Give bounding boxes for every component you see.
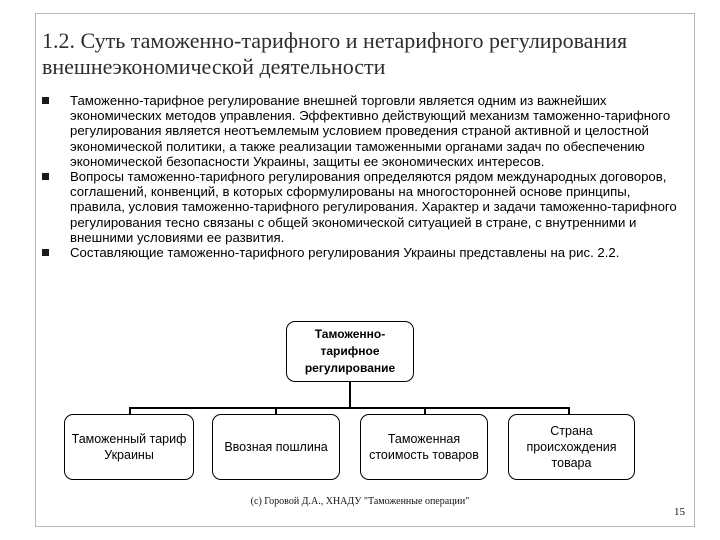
diagram-child-box: Таможенная стоимость товаров (360, 414, 488, 480)
bullet-text: Таможенно-тарифное регулирование внешней торговли является одним из важнейших экономических методов управления. Эффективно действующий механизм таможенно-тарифного регулирования является неотъемлемым условием проведения страной активной и целостной экономической политики, а также реализации таможенными органами задач по обеспечению экономической безопасности Украины, защиты ее экономических интересов. (70, 93, 671, 169)
page-number: 15 (674, 506, 685, 518)
footer-citation: (с) Горовой Д.А., ХНАДУ "Таможенные операции" (250, 496, 470, 507)
bullet-text: Составляющие таможенно-тарифного регулирования Украины представлены на рис. 2.2. (70, 245, 620, 261)
diagram-root-box: Таможенно-тарифное регулирование (286, 321, 414, 382)
connector-line (349, 382, 351, 408)
diagram-child-box: Ввозная пошлина (212, 414, 340, 480)
bullet-text: Вопросы таможенно-тарифного регулирования определяются рядом международных договоров, соглашений, конвенций, в которых сформулированы на многосторонней основе принципы, правила, условия таможенно-тарифного регулирования. Характер и задачи таможенно-тарифного регулирования тесно связаны с общей экономической ситуацией в стране, с внутренними и внешними условиями ее развития. (70, 169, 677, 245)
diagram-child-box: Таможенный тариф Украины (64, 414, 194, 480)
diagram-child-box: Страна происхождения товара (508, 414, 635, 480)
connector-line (129, 407, 569, 409)
slide-title: 1.2. Суть таможенно-тарифного и нетарифного регулирования внешнеэкономической деятельности (42, 28, 628, 79)
